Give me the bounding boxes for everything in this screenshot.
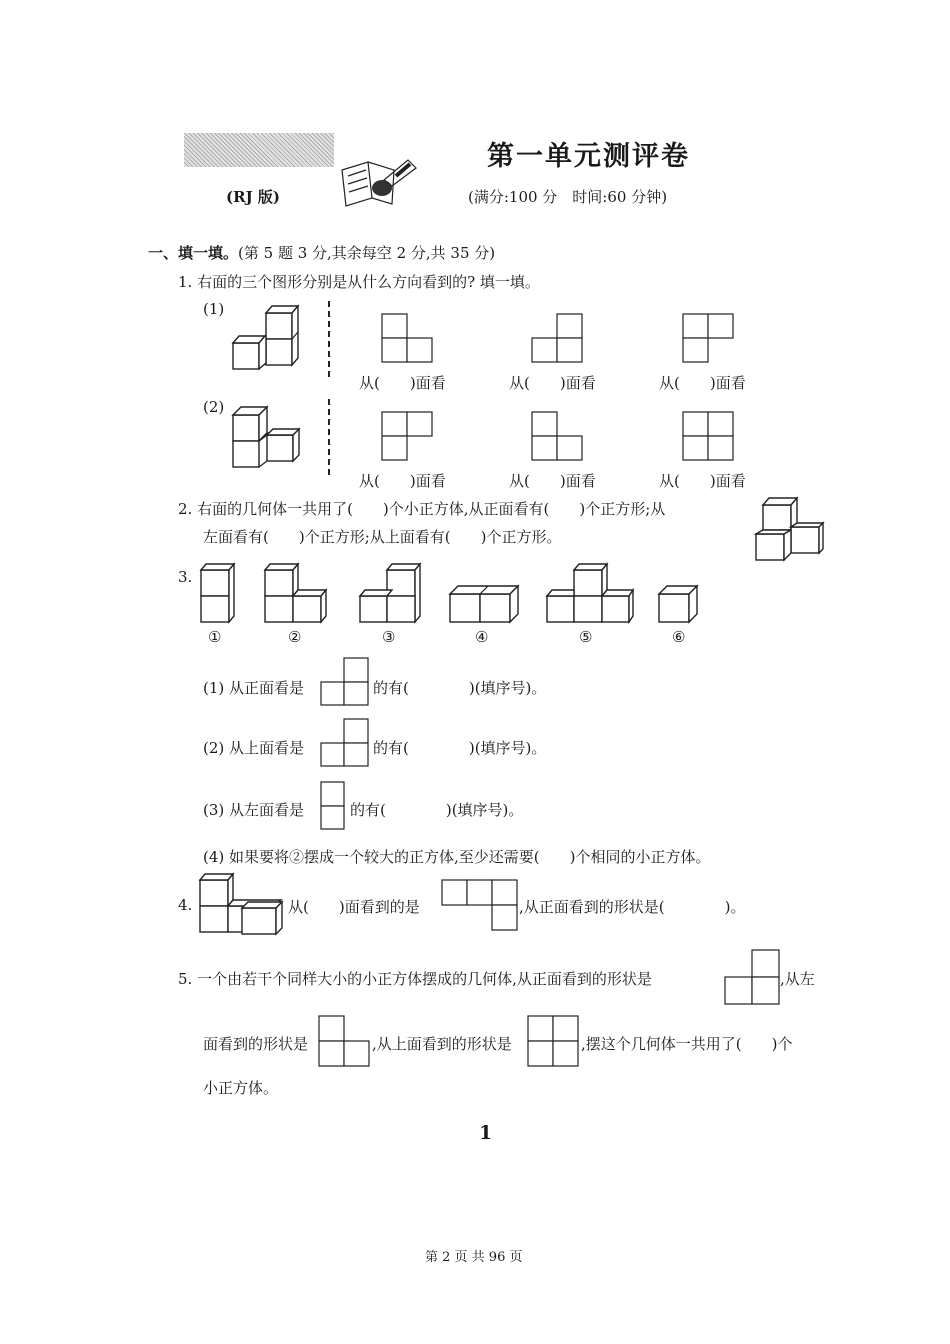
q1-answer-2a[interactable]: 从( )面看 <box>359 472 446 490</box>
q1-view-1c <box>682 313 734 363</box>
q3-label-5: ⑤ <box>579 628 593 646</box>
page-title: 第一单元测评卷 <box>487 141 690 172</box>
q1-solid-1 <box>229 305 301 373</box>
section-note: (第 5 题 3 分,其余每空 2 分,共 35 分) <box>238 244 496 262</box>
section-heading <box>148 242 495 263</box>
q3-solid-2 <box>262 562 334 624</box>
q2-solid <box>753 497 825 563</box>
q3-label-4: ④ <box>475 628 489 646</box>
q3-sub3-shape <box>320 781 346 831</box>
q3-solid-1 <box>198 562 238 624</box>
q4-number: 4. <box>178 896 193 914</box>
q1-answer-2b[interactable]: 从( )面看 <box>509 472 596 490</box>
q1-sub1-label: (1) <box>203 300 225 318</box>
q3-label-3: ③ <box>382 628 396 646</box>
q3-label-1: ① <box>208 628 222 646</box>
q5-line-2a: 面看到的形状是 <box>203 1035 309 1053</box>
q3-sub2-shape <box>320 718 370 768</box>
q1-answer-1b[interactable]: 从( )面看 <box>509 374 596 392</box>
q3-sub2-text-b[interactable]: 的有( )(填序号)。 <box>373 739 547 757</box>
q3-sub3-text-b[interactable]: 的有( )(填序号)。 <box>350 801 524 819</box>
q2-line-2: 左面看有( )个正方形;从上面看有( )个正方形。 <box>203 528 562 546</box>
q1-view-1b <box>531 313 583 363</box>
q3-sub1-text-a: (1) 从正面看是 <box>203 679 305 697</box>
q1-view-1a <box>381 313 433 363</box>
q5-line-1: 5. 一个由若干个同样大小的小正方体摆成的几何体,从正面看到的形状是 <box>178 970 652 988</box>
q1-prompt: 1. 右面的三个图形分别是从什么方向看到的? 填一填。 <box>178 273 540 291</box>
q5-front-view <box>724 949 780 1005</box>
section-title: 一、填一填。 <box>148 244 239 262</box>
q1-divider-2 <box>328 399 330 475</box>
q4-text-a[interactable]: 从( )面看到的是 <box>288 898 420 916</box>
header-decoration <box>184 133 334 167</box>
q3-solid-5 <box>545 562 635 624</box>
score-time-info: (满分:100 分 时间:60 分钟) <box>468 188 668 206</box>
q4-view-shape <box>441 879 519 931</box>
q1-view-2b <box>531 411 583 461</box>
q1-answer-1a[interactable]: 从( )面看 <box>359 374 446 392</box>
page-footer: 第 2 页 共 96 页 <box>425 1250 523 1265</box>
q3-solid-4 <box>448 580 520 624</box>
q1-answer-1c[interactable]: 从( )面看 <box>659 374 746 392</box>
q1-answer-2c[interactable]: 从( )面看 <box>659 472 746 490</box>
q3-solid-3 <box>358 562 424 624</box>
book-telescope-icon <box>338 152 422 212</box>
q3-sub3-text-a: (3) 从左面看是 <box>203 801 305 819</box>
q5-top-view <box>527 1015 579 1067</box>
q2-line-1: 2. 右面的几何体一共用了( )个小正方体,从正面看有( )个正方形;从 <box>178 500 666 518</box>
q5-line-1b: ,从左 <box>780 970 815 988</box>
q3-sub1-shape <box>320 657 370 707</box>
q3-solid-6 <box>657 582 705 624</box>
q1-sub2-label: (2) <box>203 398 225 416</box>
q3-sub4-text[interactable]: (4) 如果要将②摆成一个较大的正方体,至少还需要( )个相同的小正方体。 <box>203 848 711 866</box>
page-number: 1 <box>479 1122 493 1144</box>
q1-solid-2 <box>229 403 301 471</box>
q3-number: 3. <box>178 568 193 586</box>
q3-label-6: ⑥ <box>672 628 686 646</box>
q5-left-view <box>318 1015 370 1067</box>
q1-divider-1 <box>328 301 330 377</box>
q1-view-2c <box>682 411 734 461</box>
q4-text-b[interactable]: ,从正面看到的形状是( )。 <box>519 898 746 916</box>
edition-label: (RJ 版) <box>226 188 280 206</box>
q3-sub2-text-a: (2) 从上面看是 <box>203 739 305 757</box>
q5-line-2b: ,从上面看到的形状是 <box>372 1035 512 1053</box>
q1-view-2a <box>381 411 433 461</box>
q3-label-2: ② <box>288 628 302 646</box>
q5-line-2c[interactable]: ,摆这个几何体一共用了( )个 <box>581 1035 793 1053</box>
q3-sub1-text-b[interactable]: 的有( )(填序号)。 <box>373 679 547 697</box>
q4-solid <box>197 872 289 936</box>
q5-line-3: 小正方体。 <box>203 1079 279 1097</box>
